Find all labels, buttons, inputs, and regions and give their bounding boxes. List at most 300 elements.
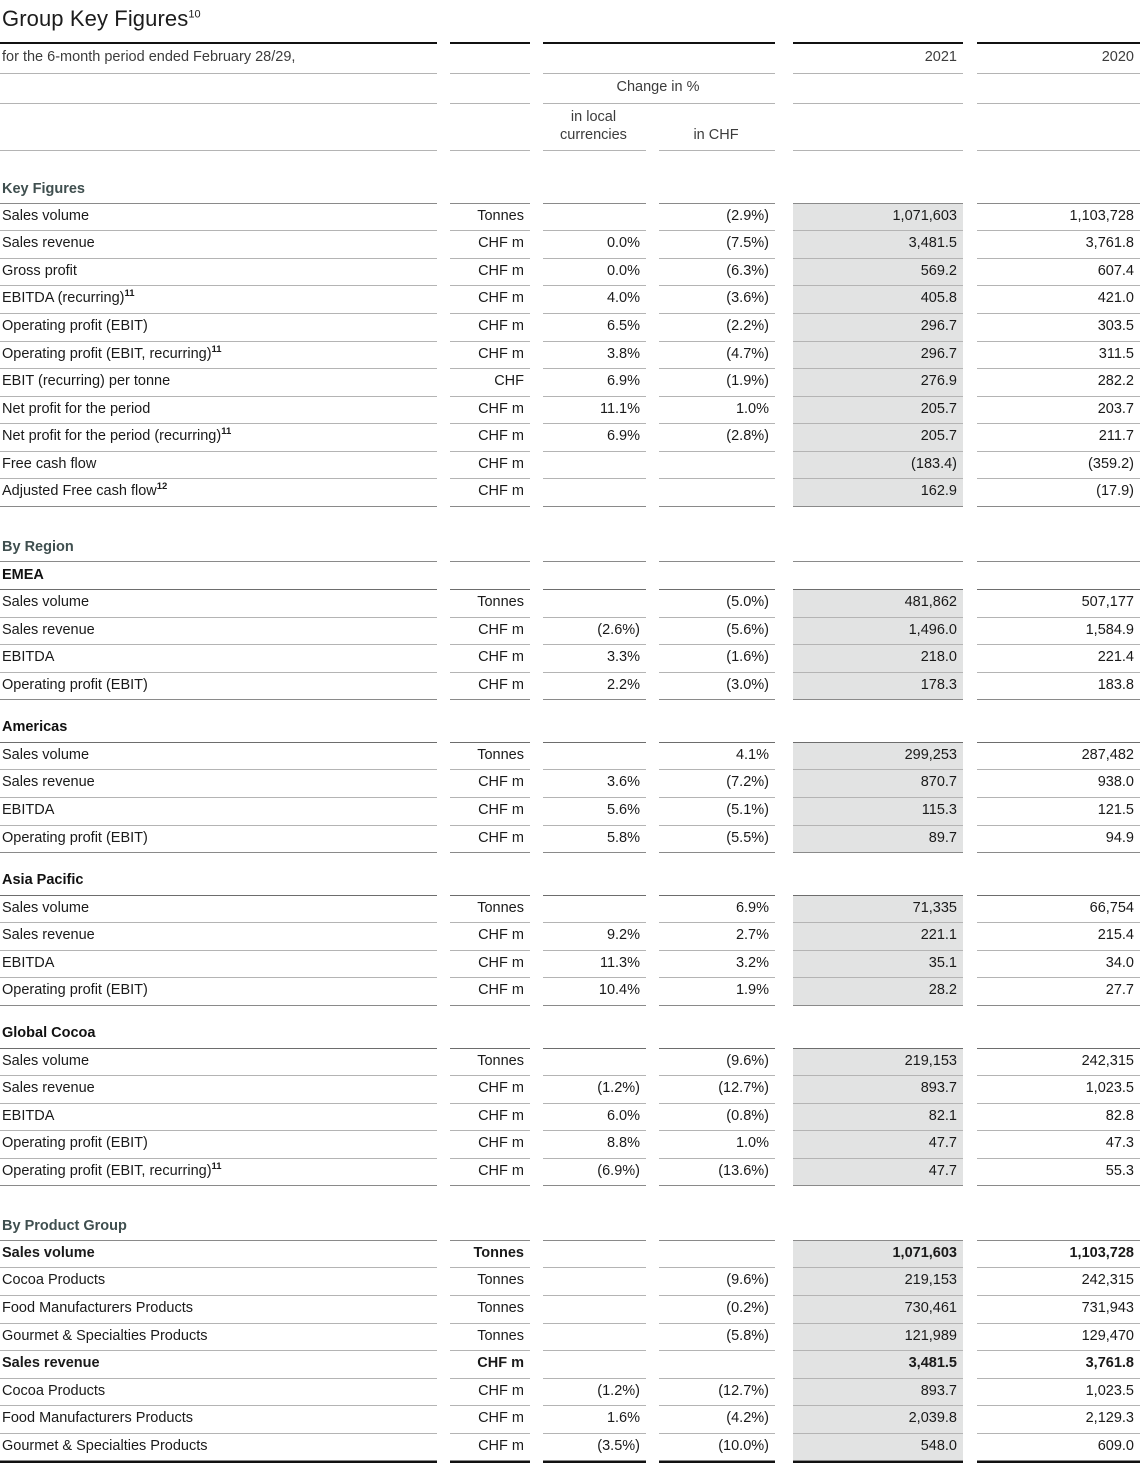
column-spacer — [437, 369, 450, 397]
row-change-chf-cell — [659, 1433, 775, 1461]
spacer-cell — [793, 151, 963, 168]
row-label: Gross profit — [2, 262, 77, 279]
table-row — [0, 742, 1140, 770]
row-change-local-cell — [543, 1406, 646, 1434]
row-value-2021-cell — [793, 286, 963, 314]
column-spacer — [775, 424, 793, 452]
section-heading-row — [0, 167, 1140, 203]
row-change-local-cell — [543, 770, 646, 798]
column-spacer — [775, 369, 793, 397]
spacer-cell — [437, 151, 450, 168]
row-unit-cell — [450, 895, 530, 923]
row-change-local — [543, 1371, 646, 1378]
table-row — [0, 617, 1140, 645]
header-change-in-percent: Change in % — [616, 78, 700, 95]
row-change-local — [543, 471, 646, 478]
row-value-2021: 121,989 — [904, 1327, 957, 1344]
row-label-cell — [0, 396, 437, 424]
row-unit-cell — [450, 825, 530, 853]
row-value-2021: 893.7 — [920, 1382, 957, 1399]
column-spacer — [437, 742, 450, 770]
row-unit: CHF m — [478, 1410, 524, 1427]
section-2021-blank — [793, 545, 963, 561]
bottom-rule-segment — [793, 1461, 963, 1463]
header-2020-blank2 — [977, 141, 1140, 150]
row-unit: CHF m — [478, 927, 524, 944]
header-row-subunits — [0, 103, 1140, 151]
row-value-2020-cell — [977, 825, 1140, 853]
row-change-chf: (2.8%) — [726, 428, 769, 445]
row-unit: CHF m — [478, 802, 524, 819]
row-unit-cell — [450, 1240, 530, 1268]
row-value-2021: 548.0 — [920, 1437, 957, 1454]
subgroup-heading-row — [0, 1020, 1140, 1048]
row-change-local: 10.4% — [598, 982, 640, 999]
row-label-cell — [0, 1158, 437, 1186]
column-spacer — [963, 44, 977, 73]
header-change-blank-cell — [543, 44, 775, 73]
row-value-2020-cell — [977, 424, 1140, 452]
row-change-chf-cell — [659, 590, 775, 618]
column-spacer — [775, 895, 793, 923]
column-spacer — [646, 1296, 659, 1324]
column-spacer — [963, 561, 977, 590]
spacer-cell — [543, 151, 646, 168]
table-row — [0, 1351, 1140, 1379]
row-value-2021-cell — [793, 1378, 963, 1406]
spacer-cell — [646, 1005, 659, 1020]
row-change-local: 6.9% — [606, 373, 640, 390]
column-spacer — [530, 73, 543, 103]
row-unit: CHF m — [478, 954, 524, 971]
table-row — [0, 1103, 1140, 1131]
column-spacer — [437, 714, 450, 742]
row-unit-cell — [450, 1131, 530, 1159]
row-value-2021-cell — [793, 770, 963, 798]
spacer-cell — [450, 700, 530, 715]
row-label: EBITDA — [2, 954, 55, 971]
column-spacer — [437, 1406, 450, 1434]
row-change-chf-cell — [659, 895, 775, 923]
row-label: Operating profit (EBIT) — [2, 318, 148, 335]
subgroup-local-blank — [543, 581, 646, 589]
row-label-cell — [0, 286, 437, 314]
row-change-chf-cell — [659, 978, 775, 1006]
column-spacer — [646, 396, 659, 424]
spacer-cell — [793, 1186, 963, 1205]
column-spacer — [963, 231, 977, 259]
column-spacer — [437, 1158, 450, 1186]
subgroup-2021-blank — [793, 581, 963, 589]
spacer-cell — [659, 1186, 775, 1205]
column-spacer — [646, 714, 659, 742]
column-spacer — [963, 950, 977, 978]
column-spacer — [963, 203, 977, 231]
table-row — [0, 950, 1140, 978]
row-change-chf-cell — [659, 1406, 775, 1434]
column-spacer — [646, 1268, 659, 1296]
row-label-cell — [0, 424, 437, 452]
row-value-2021-cell — [793, 798, 963, 826]
row-label: EBITDA — [2, 649, 55, 666]
table-row — [0, 341, 1140, 369]
subgroup-2020-blank-cell — [977, 1020, 1140, 1048]
spacer-cell — [543, 1005, 646, 1020]
row-unit: CHF m — [478, 1437, 524, 1454]
subgroup-heading: Global Cocoa — [2, 1024, 96, 1041]
column-spacer — [437, 1048, 450, 1076]
subgroup-chf-blank-cell — [659, 1020, 775, 1048]
column-spacer — [775, 103, 793, 151]
row-unit-cell — [450, 314, 530, 342]
column-spacer — [530, 396, 543, 424]
row-change-local: (1.2%) — [597, 1382, 640, 1399]
row-label: Sales volume — [2, 899, 90, 916]
spacer-cell — [437, 1186, 450, 1205]
row-change-local-cell — [543, 798, 646, 826]
row-change-chf: 3.2% — [735, 954, 769, 971]
row-label-cell — [0, 1268, 437, 1296]
subgroup-2021-blank-cell — [793, 1020, 963, 1048]
column-spacer — [437, 286, 450, 314]
table-row — [0, 1378, 1140, 1406]
row-unit: Tonnes — [477, 899, 524, 916]
subgroup-unit-blank-cell — [450, 561, 530, 590]
row-value-2021-cell — [793, 1351, 963, 1379]
row-unit: CHF m — [478, 345, 524, 362]
row-value-2021: 28.2 — [928, 982, 957, 999]
row-value-2020-cell — [977, 950, 1140, 978]
row-change-local: 4.0% — [606, 290, 640, 307]
column-spacer — [530, 203, 543, 231]
row-change-local-cell — [543, 286, 646, 314]
row-change-chf: (2.9%) — [726, 207, 769, 224]
subgroup-local-blank-cell — [543, 561, 646, 590]
column-spacer — [530, 978, 543, 1006]
row-change-local: 8.8% — [606, 1135, 640, 1152]
column-spacer — [775, 617, 793, 645]
column-spacer — [775, 258, 793, 286]
subgroup-unit-blank-cell — [450, 714, 530, 742]
row-change-chf-cell — [659, 1048, 775, 1076]
header-unit-blank-cell — [450, 44, 530, 73]
row-unit: CHF m — [478, 1135, 524, 1152]
row-change-chf: (1.9%) — [726, 373, 769, 390]
row-label-cell — [0, 798, 437, 826]
column-spacer — [646, 672, 659, 700]
row-unit: CHF m — [478, 1162, 524, 1179]
row-change-local-cell — [543, 424, 646, 452]
subgroup-2021-blank — [793, 887, 963, 895]
row-label-cell — [0, 770, 437, 798]
row-value-2020-cell — [977, 396, 1140, 424]
row-value-2020: 211.7 — [1098, 428, 1134, 445]
spacer-cell — [450, 1005, 530, 1020]
row-change-local: 11.1% — [599, 400, 640, 417]
row-change-local-cell — [543, 258, 646, 286]
column-spacer — [437, 451, 450, 479]
row-value-2020-cell — [977, 1296, 1140, 1324]
row-change-local-cell — [543, 1351, 646, 1379]
column-spacer — [775, 714, 793, 742]
spacer-row — [0, 506, 1140, 525]
row-value-2020-cell — [977, 895, 1140, 923]
row-label: Sales revenue — [2, 1080, 95, 1097]
column-spacer — [530, 867, 543, 895]
column-spacer — [963, 286, 977, 314]
row-value-2020-cell — [977, 451, 1140, 479]
row-change-local: 2.2% — [606, 676, 640, 693]
column-spacer — [646, 167, 659, 203]
column-spacer — [530, 825, 543, 853]
spacer-cell — [963, 506, 977, 525]
column-spacer — [963, 590, 977, 618]
row-change-chf: (9.6%) — [726, 1052, 769, 1069]
row-value-2021-cell — [793, 1296, 963, 1324]
column-spacer — [775, 1461, 793, 1463]
row-change-local-cell — [543, 1158, 646, 1186]
row-value-2020-cell — [977, 1076, 1140, 1104]
row-value-2021: 276.9 — [920, 373, 957, 390]
row-change-local-cell — [543, 923, 646, 951]
section-chf-blank — [659, 545, 775, 561]
row-value-2020: 242,315 — [1081, 1272, 1134, 1289]
spacer-row — [0, 151, 1140, 168]
row-value-2021: 870.7 — [920, 774, 957, 791]
column-spacer — [963, 714, 977, 742]
row-value-2020: 183.8 — [1097, 676, 1134, 693]
spacer-cell — [450, 1186, 530, 1205]
spacer-cell — [0, 700, 437, 715]
subgroup-local-blank — [543, 734, 646, 742]
section-local-blank — [543, 545, 646, 561]
section-2021-blank-cell — [793, 1204, 963, 1240]
row-value-2021: 1,496.0 — [908, 621, 957, 638]
row-change-chf-cell — [659, 1351, 775, 1379]
column-spacer — [775, 341, 793, 369]
spacer-cell — [543, 1186, 646, 1205]
row-change-chf-cell — [659, 770, 775, 798]
row-value-2020-cell — [977, 1048, 1140, 1076]
row-unit-cell — [450, 1378, 530, 1406]
bottom-rule-segment — [0, 1461, 437, 1463]
row-value-2021-cell — [793, 258, 963, 286]
column-spacer — [437, 950, 450, 978]
row-label: Food Manufacturers Products — [2, 1410, 194, 1427]
row-value-2020-cell — [977, 1323, 1140, 1351]
row-value-2020: 1,023.5 — [1085, 1080, 1134, 1097]
spacer-cell — [793, 700, 963, 715]
row-value-2021: 299,253 — [904, 746, 957, 763]
spacer-cell — [775, 1186, 793, 1205]
spacer-cell — [659, 151, 775, 168]
column-spacer — [646, 103, 659, 151]
column-spacer — [963, 1131, 977, 1159]
row-value-2020-cell — [977, 369, 1140, 397]
page-title — [0, 0, 1140, 42]
header-2020-blank2-cell — [977, 103, 1140, 151]
header-row-change — [0, 73, 1140, 103]
column-spacer — [963, 73, 977, 103]
row-label-cell — [0, 825, 437, 853]
column-spacer — [775, 479, 793, 507]
row-unit-cell — [450, 1268, 530, 1296]
row-value-2021: 893.7 — [920, 1080, 957, 1097]
column-spacer — [775, 645, 793, 673]
column-spacer — [963, 103, 977, 151]
row-label: Sales volume — [2, 207, 90, 224]
column-spacer — [963, 1296, 977, 1324]
column-spacer — [530, 314, 543, 342]
column-spacer — [437, 1076, 450, 1104]
column-spacer — [646, 1378, 659, 1406]
row-unit: CHF m — [478, 428, 524, 445]
table-row — [0, 895, 1140, 923]
spacer-cell — [530, 853, 543, 868]
row-change-chf: (7.2%) — [726, 774, 769, 791]
row-unit: CHF m — [478, 318, 524, 335]
section-heading-row — [0, 525, 1140, 561]
table-row — [0, 1406, 1140, 1434]
header-change-blank — [543, 64, 775, 73]
row-value-2021-cell — [793, 1268, 963, 1296]
row-value-2021: 115.3 — [921, 802, 957, 819]
header-2021-blank2-cell — [793, 103, 963, 151]
column-spacer — [775, 231, 793, 259]
column-spacer — [530, 923, 543, 951]
subgroup-chf-blank-cell — [659, 714, 775, 742]
row-change-chf-cell — [659, 369, 775, 397]
row-change-chf-cell — [659, 286, 775, 314]
column-spacer — [437, 1433, 450, 1461]
spacer-cell — [450, 151, 530, 168]
column-spacer — [646, 1103, 659, 1131]
row-value-2020-cell — [977, 1103, 1140, 1131]
row-value-2021: 205.7 — [920, 400, 957, 417]
row-value-2021-cell — [793, 950, 963, 978]
row-unit-cell — [450, 479, 530, 507]
row-unit: Tonnes — [477, 207, 524, 224]
row-value-2021-cell — [793, 617, 963, 645]
row-value-2020: 34.0 — [1105, 954, 1134, 971]
row-unit-cell — [450, 1323, 530, 1351]
row-value-2021-cell — [793, 231, 963, 259]
table-row — [0, 1268, 1140, 1296]
column-spacer — [437, 341, 450, 369]
row-change-local: (3.5%) — [597, 1437, 640, 1454]
row-change-chf: 1.0% — [735, 1135, 769, 1152]
row-change-chf: (5.5%) — [726, 829, 769, 846]
row-change-local-cell — [543, 1296, 646, 1324]
row-change-chf-cell — [659, 1131, 775, 1159]
row-label-cell — [0, 742, 437, 770]
spacer-cell — [0, 1005, 437, 1020]
table-row — [0, 825, 1140, 853]
row-label-cell — [0, 231, 437, 259]
spacer-cell — [646, 1186, 659, 1205]
column-spacer — [775, 1131, 793, 1159]
column-spacer — [530, 770, 543, 798]
subgroup-heading-cell — [0, 867, 437, 895]
row-value-2020: 282.2 — [1097, 373, 1134, 390]
column-spacer — [775, 1323, 793, 1351]
column-spacer — [646, 231, 659, 259]
subgroup-2021-blank-cell — [793, 867, 963, 895]
subgroup-chf-blank — [659, 581, 775, 589]
row-change-chf — [659, 471, 775, 478]
column-spacer — [963, 1076, 977, 1104]
column-spacer — [530, 1296, 543, 1324]
column-spacer — [530, 369, 543, 397]
section-2020-blank-cell — [977, 167, 1140, 203]
row-label-cell — [0, 617, 437, 645]
row-value-2020-cell — [977, 770, 1140, 798]
section-unit-blank-cell — [450, 167, 530, 203]
row-value-2021-cell — [793, 645, 963, 673]
spacer-cell — [977, 700, 1140, 715]
column-spacer — [646, 950, 659, 978]
row-value-2020: 938.0 — [1097, 774, 1134, 791]
row-value-2021-cell — [793, 203, 963, 231]
column-spacer — [775, 525, 793, 561]
row-value-2020-cell — [977, 645, 1140, 673]
row-value-2020: 203.7 — [1097, 400, 1134, 417]
row-unit: Tonnes — [477, 1300, 524, 1317]
header-unit-blank — [450, 64, 530, 73]
spacer-cell — [659, 700, 775, 715]
section-2020-blank — [977, 1224, 1140, 1240]
table-row — [0, 1131, 1140, 1159]
column-spacer — [963, 314, 977, 342]
spacer-cell — [437, 1005, 450, 1020]
column-spacer — [646, 1020, 659, 1048]
row-label-cell — [0, 258, 437, 286]
row-value-2021: 405.8 — [920, 290, 957, 307]
column-spacer — [963, 525, 977, 561]
row-value-2021-cell — [793, 451, 963, 479]
column-spacer — [530, 103, 543, 151]
spacer-cell — [977, 151, 1140, 168]
row-change-local — [543, 1068, 646, 1075]
header-in-local-currencies: in local currencies — [560, 108, 627, 144]
spacer-cell — [437, 853, 450, 868]
column-spacer — [437, 978, 450, 1006]
column-spacer — [530, 1076, 543, 1104]
section-local-blank — [543, 187, 646, 203]
section-unit-blank — [450, 545, 530, 561]
row-unit-cell — [450, 672, 530, 700]
table-row — [0, 1323, 1140, 1351]
row-label-cell — [0, 451, 437, 479]
section-chf-blank-cell — [659, 1204, 775, 1240]
section-local-blank-cell — [543, 525, 646, 561]
row-label: Operating profit (EBIT) — [2, 829, 148, 846]
row-label: Sales revenue — [2, 1355, 100, 1372]
row-value-2020-cell — [977, 978, 1140, 1006]
row-value-2020-cell — [977, 258, 1140, 286]
subgroup-heading: Americas — [2, 719, 68, 736]
row-change-local — [543, 1260, 646, 1267]
row-value-2021: 162.9 — [920, 483, 957, 500]
row-value-2021: 71,335 — [912, 899, 957, 916]
column-spacer — [646, 1461, 659, 1463]
row-change-chf: (7.5%) — [726, 235, 769, 252]
column-spacer — [437, 645, 450, 673]
row-label-cell — [0, 1323, 437, 1351]
row-change-local — [543, 499, 646, 506]
row-change-chf: (0.8%) — [726, 1107, 769, 1124]
column-spacer — [646, 1323, 659, 1351]
